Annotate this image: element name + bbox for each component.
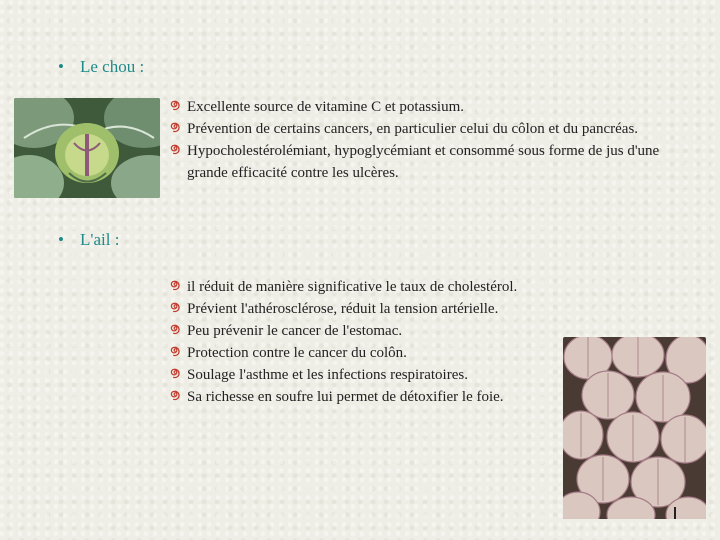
item-text: Soulage l'asthme et les infections respiratoires. [187, 367, 468, 383]
list-item [170, 118, 670, 140]
swirl-icon [170, 324, 181, 335]
item-text: Prévient l'athérosclérose, réduit la tension artérielle. [187, 301, 499, 317]
garlic-image [563, 337, 706, 519]
list-item [170, 320, 590, 342]
list-item [170, 386, 590, 408]
item-text: Excellente source de vitamine C et potassium. [187, 99, 465, 115]
list-item [170, 96, 670, 118]
heading-text: L'ail : [80, 230, 120, 249]
swirl-icon [170, 368, 181, 379]
item-text: Hypocholestérolémiant, hypoglycémiant et consommé sous forme de jus d'une grande efficacité contre les ulcères. [187, 143, 660, 181]
swirl-icon [170, 122, 181, 133]
bullet-icon: • [58, 57, 64, 76]
item-text: Protection contre le cancer du colôn. [187, 345, 407, 361]
swirl-icon [170, 390, 181, 401]
item-text: Prévention de certains cancers, en particulier celui du côlon et du pancréas. [187, 121, 639, 137]
swirl-icon [170, 144, 181, 155]
item-text: il réduit de manière significative le taux de cholestérol. [187, 279, 518, 295]
list-item [170, 140, 670, 184]
bullet-icon: • [58, 230, 64, 249]
heading-text: Le chou : [80, 57, 145, 76]
list-item [170, 276, 590, 298]
item-text: Peu prévenir le cancer de l'estomac. [187, 323, 403, 339]
cabbage-illustration [14, 98, 160, 198]
swirl-icon [170, 280, 181, 291]
list-item [170, 364, 590, 386]
list-item [170, 298, 590, 320]
garlic-illustration [563, 337, 706, 519]
cabbage-image [14, 98, 160, 198]
list-ail [170, 276, 590, 408]
swirl-icon [170, 346, 181, 357]
item-text: Sa richesse en soufre lui permet de détoxifier le foie. [187, 389, 504, 405]
list-item [170, 342, 590, 364]
swirl-icon [170, 100, 181, 111]
heading-chou [58, 57, 144, 77]
swirl-icon [170, 302, 181, 313]
heading-ail [58, 230, 119, 250]
list-chou [170, 96, 670, 184]
